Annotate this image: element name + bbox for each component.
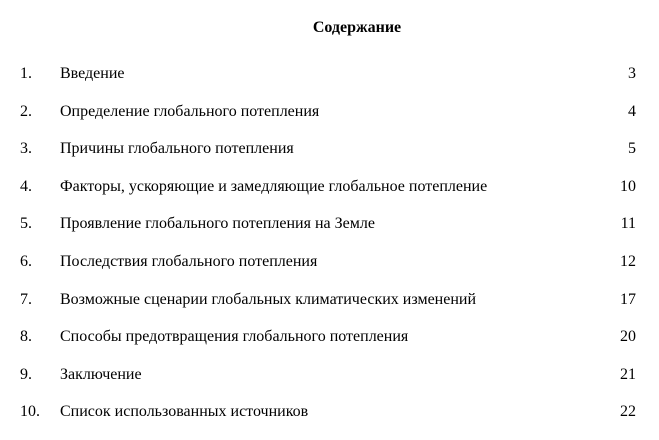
toc-entry-page: 11 [620,215,636,233]
toc-entry-number: 1. [20,65,32,82]
toc-entry-page: 20 [620,328,636,346]
toc-entry-number: 6. [20,252,32,270]
toc-entry-number: 10. [20,403,40,421]
toc-entry-5 [0,214,659,252]
toc-entry-label: Введение [60,65,125,82]
toc-entry-number: 4. [20,177,32,195]
toc-entry-label: Причины глобального потепления [60,140,294,158]
toc-entry-number: 7. [20,290,32,308]
toc-entry-4 [0,177,659,215]
toc-entry-page: 17 [620,290,636,308]
toc-entry-2 [0,102,659,140]
toc-entry-number: 5. [20,215,32,233]
toc-entry-6 [0,252,659,290]
toc-entry-page: 5 [628,140,636,158]
toc-entry-label: Список использованных источников [60,403,309,421]
toc-entry-label: Факторы, ускоряющие и замедляющие глобальное потепление [60,177,488,195]
toc-entry-number: 3. [20,140,32,158]
toc-entry-7 [0,290,659,328]
toc-entry-1 [0,64,659,102]
toc-entry-page: 22 [620,403,636,421]
toc-entry-number: 2. [20,102,32,120]
toc-entry-number: 8. [20,328,32,346]
page-title: Содержание [312,19,402,36]
toc-entry-8 [0,327,659,365]
toc-entry-10 [0,402,659,440]
toc-entry-label: Способы предотвращения глобального потепления [60,328,409,346]
toc-entry-page: 21 [620,365,636,383]
toc-entry-label: Проявление глобального потепления на Земле [60,215,375,233]
toc-entry-label: Последствия глобального потепления [60,252,318,270]
table-of-contents [0,64,659,440]
toc-entry-label: Определение глобального потепления [60,102,320,120]
toc-entry-page: 4 [628,102,636,120]
toc-entry-page: 3 [628,65,636,82]
toc-entry-3 [0,139,659,177]
toc-entry-page: 12 [620,252,636,270]
toc-entry-9 [0,365,659,403]
toc-entry-number: 9. [20,365,32,383]
toc-entry-page: 10 [620,177,636,195]
toc-entry-label: Заключение [60,365,142,383]
toc-entry-label: Возможные сценарии глобальных климатических изменений [60,290,477,308]
